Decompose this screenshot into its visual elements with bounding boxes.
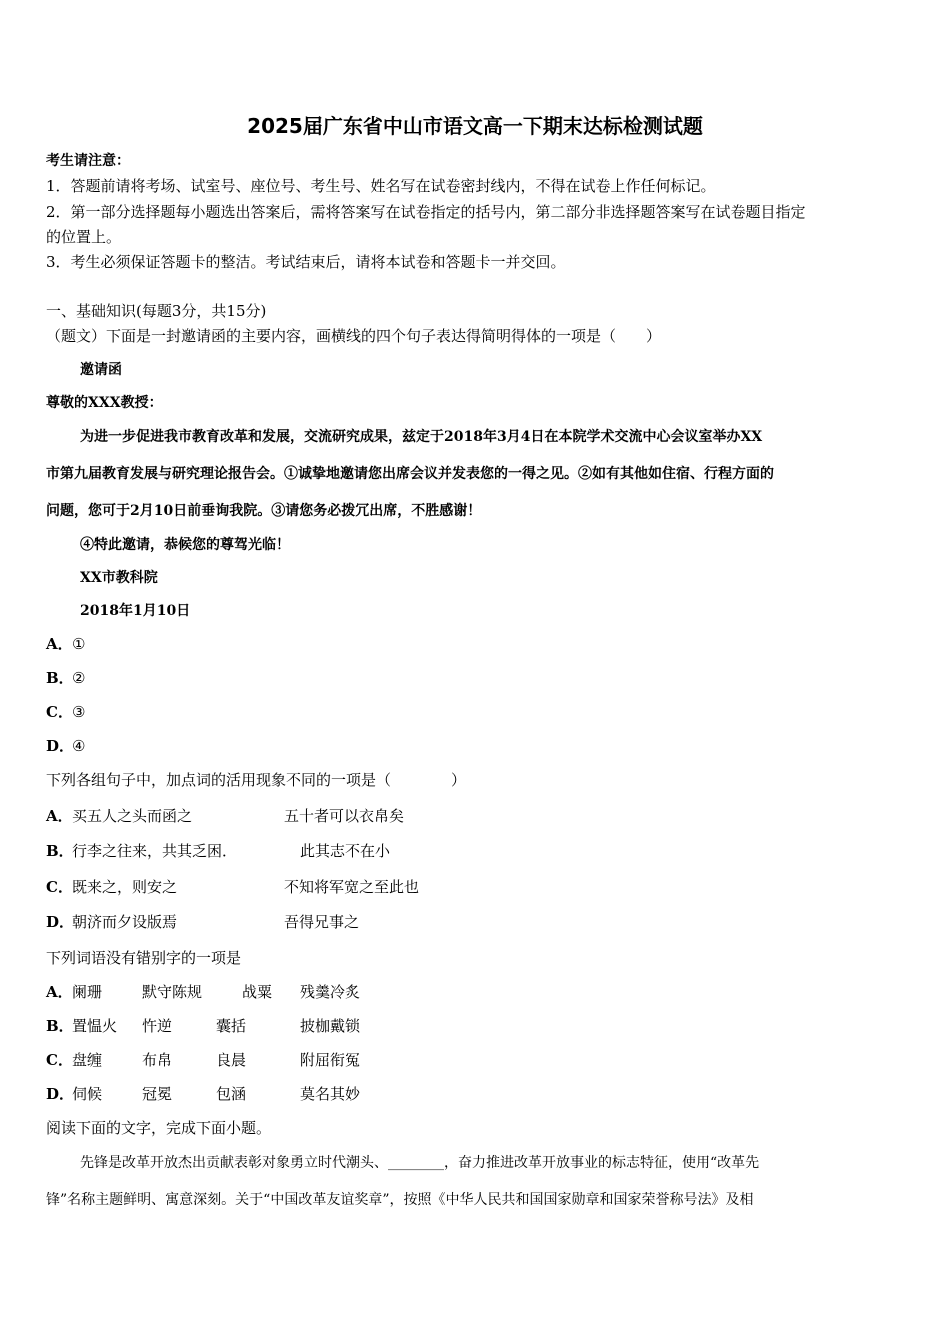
option-right: 不知将军宽之至此也 [284, 878, 420, 896]
letter-closing: ④特此邀请，恭候您的尊驾光临！ [80, 537, 290, 553]
option-label: C． [46, 703, 73, 721]
option-word: 附屈衔冤 [300, 1051, 361, 1069]
option-text: ③ [72, 703, 86, 721]
option-label: B． [46, 669, 74, 687]
q3-option-b[interactable] [46, 1016, 117, 1036]
letter-title: 邀请函 [80, 362, 122, 378]
option-right: 吾得兄事之 [284, 913, 360, 931]
question-2-stem: 下列各组句子中，加点词的活用现象不同的一项是（ ） [46, 771, 467, 789]
option-word: 包涵 [216, 1085, 247, 1103]
q2-option-c[interactable] [46, 877, 177, 897]
letter-body-line: 市第九届教育发展与研究理论报告会。①诚挚地邀请您出席会议并发表您的一得之见。②如有其他如住宿、行程方面的 [46, 466, 774, 482]
option-left: 既来之，则安之 [72, 878, 178, 896]
option-text: ④ [72, 737, 86, 755]
q3-option-d[interactable] [46, 1084, 102, 1104]
option-label: B． [46, 842, 74, 860]
letter-body-line: 为进一步促进我市教育改革和发展，交流研究成果，兹定于2018年3月4日在本院学术交流中心会议室举办XX [80, 429, 763, 445]
option-left: 买五人之头而函之 [72, 807, 193, 825]
option-word: 阑珊 [72, 983, 103, 1001]
notice-item: 1．答题前请将考场、试室号、座位号、考生号、姓名写在试卷密封线内，不得在试卷上作任何标记。 [46, 177, 716, 195]
notice-item: 的位置上。 [46, 228, 122, 246]
q2-option-b[interactable] [46, 841, 237, 861]
option-word: 置愠火 [72, 1017, 118, 1035]
option-word: 伺候 [72, 1085, 103, 1103]
option-label: D． [46, 913, 75, 931]
reading-line: 先锋是改革开放杰出贡献表彰对象勇立时代潮头、________，奋力推进改革开放事业的标志特征，使用“改革先 [80, 1155, 760, 1171]
letter-date: 2018年1月10日 [80, 603, 191, 619]
option-word: 布帛 [142, 1051, 173, 1069]
option-text: ② [72, 669, 86, 687]
q3-option-a[interactable] [46, 982, 102, 1002]
question-3-stem: 下列词语没有错别字的一项是 [46, 949, 242, 967]
option-right: 此其志不在小 [300, 842, 391, 860]
option-word: 囊括 [216, 1017, 247, 1035]
option-word: 莫名其妙 [300, 1085, 361, 1103]
reading-instruction: 阅读下面的文字，完成下面小题。 [46, 1119, 272, 1137]
reading-line: 锋”名称主题鲜明、寓意深刻。关于“中国改革友谊奖章”，按照《中华人民共和国国家勋章和国家荣誉称号法》及相 [46, 1192, 754, 1208]
option-word: 冠冕 [142, 1085, 173, 1103]
q1-option-c[interactable] [46, 702, 85, 722]
option-word: 披枷戴锁 [300, 1017, 361, 1035]
option-right: 五十者可以衣帛矣 [284, 807, 405, 825]
q1-option-a[interactable] [46, 634, 85, 654]
option-label: B． [46, 1017, 74, 1035]
question-1-stem: （题文）下面是一封邀请函的主要内容，画横线的四个句子表达得简明得体的一项是（ ） [46, 327, 662, 345]
option-label: A． [46, 807, 73, 825]
q1-option-b[interactable] [46, 668, 85, 688]
option-left: 行李之往来，共其乏困． [72, 842, 238, 860]
notice-heading: 考生请注意： [46, 153, 130, 169]
option-word: 良晨 [216, 1051, 247, 1069]
notice-item: 2．第一部分选择题每小题选出答案后，需将答案写在试卷指定的括号内，第二部分非选择题答案写在试卷题目指定 [46, 203, 806, 221]
option-label: D． [46, 1085, 75, 1103]
option-word: 战粟 [242, 983, 273, 1001]
page-title: 2025届广东省中山市语文高一下期末达标检测试题 [247, 114, 703, 138]
q2-option-d[interactable] [46, 912, 177, 932]
option-word: 默守陈规 [142, 983, 203, 1001]
option-word: 残羹冷炙 [300, 983, 361, 1001]
option-label: A． [46, 983, 73, 1001]
letter-salutation: 尊敬的XXX教授： [46, 395, 163, 411]
option-label: D． [46, 737, 75, 755]
option-left: 朝济而夕设版焉 [72, 913, 178, 931]
option-label: C． [46, 1051, 73, 1069]
option-label: C． [46, 878, 73, 896]
letter-signature: XX市教科院 [80, 570, 158, 586]
option-text: ① [72, 635, 86, 653]
option-word: 忤逆 [142, 1017, 173, 1035]
section-heading: 一、基础知识(每题3分，共15分) [46, 302, 267, 320]
q1-option-d[interactable] [46, 736, 85, 756]
letter-body-line: 问题，您可于2月10日前垂询我院。③请您务必拨冗出席，不胜感谢！ [46, 503, 482, 519]
q3-option-c[interactable] [46, 1050, 102, 1070]
option-label: A． [46, 635, 73, 653]
option-word: 盘缠 [72, 1051, 103, 1069]
notice-item: 3．考生必须保证答题卡的整洁。考试结束后，请将本试卷和答题卡一并交回。 [46, 253, 566, 271]
q2-option-a[interactable] [46, 806, 192, 826]
